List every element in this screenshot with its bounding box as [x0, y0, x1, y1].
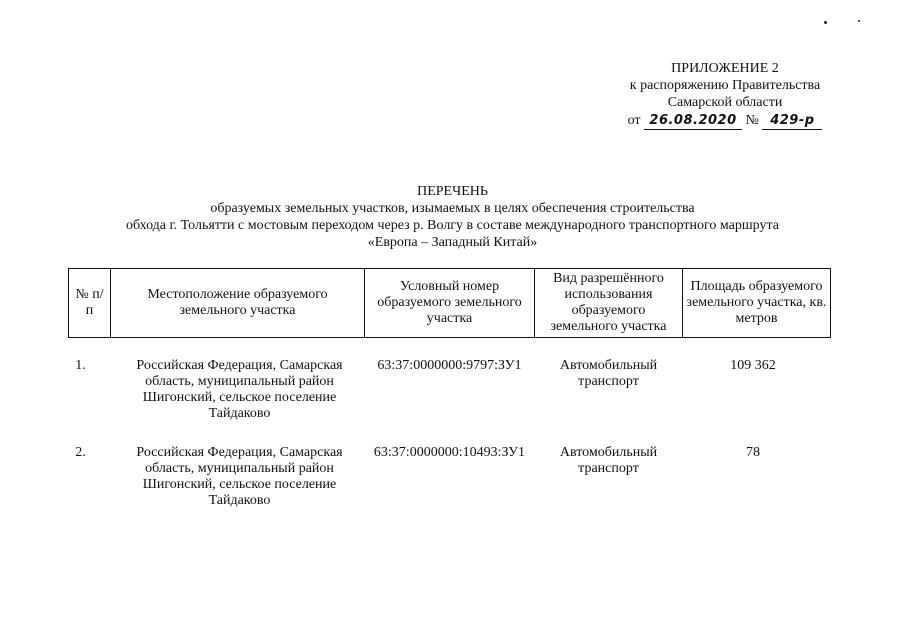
handwritten-number: 429-р — [762, 112, 822, 130]
row-number: 2. — [75, 445, 86, 460]
header-location: Местоположение образуемого земельного участка — [111, 269, 365, 338]
appendix-title: ПРИЛОЖЕНИЕ 2 — [671, 61, 779, 76]
title-heading: ПЕРЕЧЕНЬ — [417, 184, 488, 199]
scan-speck — [824, 21, 827, 24]
row-use: Автомобильный транспорт — [559, 358, 658, 389]
table-row — [69, 426, 831, 513]
appendix-line-2: Самарской области — [667, 95, 783, 110]
row-area: 78 — [746, 445, 760, 460]
scan-speck — [858, 20, 860, 22]
appendix-line-1: к распоряжению Правительства — [629, 78, 821, 93]
table-header-row — [69, 269, 831, 338]
appendix-header — [560, 60, 890, 130]
title-line-3: «Европа – Западный Китай» — [367, 235, 538, 250]
header-use: Вид разрешённого использования образуемого земельного участка — [535, 269, 683, 338]
title-line-2: обхода г. Тольятти с мостовым переходом через р. Волгу в составе международного транспортного маршрута — [126, 218, 779, 233]
document-title — [40, 183, 865, 251]
header-area: Площадь образуемого земельного участка, кв. метров — [683, 269, 831, 338]
row-use: Автомобильный транспорт — [559, 445, 658, 476]
table-row — [69, 338, 831, 427]
row-code: 63:37:0000000:10493:ЗУ1 — [373, 445, 526, 460]
header-num: № п/п — [69, 269, 111, 338]
row-location: Российская Федерация, Самарская область, муниципальный район Шигонский, сельское поселение Тайдаково — [136, 445, 343, 508]
header-code: Условный номер образуемого земельного участка — [365, 269, 535, 338]
row-number: 1. — [75, 358, 86, 373]
row-location: Российская Федерация, Самарская область, муниципальный район Шигонский, сельское поселение Тайдаково — [136, 358, 343, 421]
appendix-date-line — [560, 112, 890, 130]
number-sign: № — [745, 113, 759, 128]
from-label: от — [627, 113, 641, 128]
handwritten-date: 26.08.2020 — [644, 112, 742, 130]
row-area: 109 362 — [730, 358, 776, 373]
title-line-1: образуемых земельных участков, изымаемых в целях обеспечения строительства — [210, 201, 695, 216]
row-code: 63:37:0000000:9797:ЗУ1 — [377, 358, 522, 373]
land-plots-table — [68, 268, 831, 513]
